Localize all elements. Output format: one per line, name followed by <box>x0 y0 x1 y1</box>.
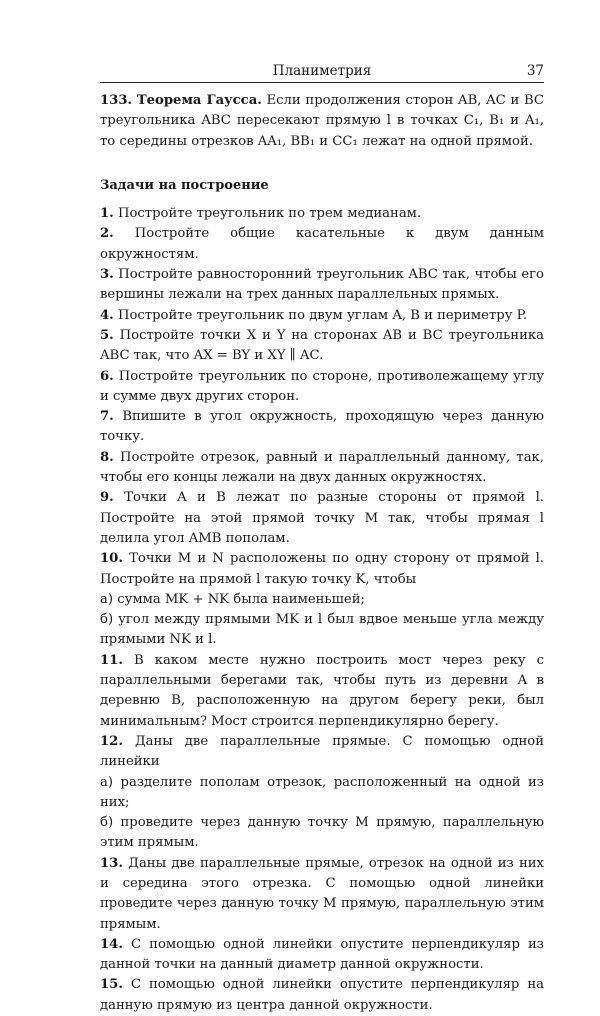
problem-item <box>100 367 544 408</box>
problem-subitem: а) разделите пополам отрезок, расположенный на одной из них; <box>100 774 544 810</box>
chapter-title: Планиметрия <box>272 63 372 79</box>
problem-item <box>100 488 544 549</box>
problem-text: Впишите в угол окружность, проходящую через данную точку. <box>100 409 544 445</box>
problem-number: 7. <box>100 409 114 425</box>
problem-text: Точки M и N расположены по одну сторону от прямой l. Постройте на прямой l такую точку K, чтобы <box>100 551 544 587</box>
problem-text: Даны две параллельные прямые. С помощью одной линейки <box>100 733 544 770</box>
theorem-name: Теорема Гаусса. <box>136 93 262 108</box>
theorem-133 <box>100 91 544 152</box>
problem-item <box>100 975 544 1016</box>
problem-item <box>100 224 544 265</box>
problem-number: 5. <box>100 327 114 343</box>
problem-number: 10. <box>100 551 123 567</box>
problem-list <box>100 204 544 1016</box>
problem-subitem: б) проведите через данную точку M прямую, параллельную этим прямым. <box>100 815 544 851</box>
problem-text: С помощью одной линейки опустите перпендикуляр из данной точки на данный диаметр данной окружности. <box>100 936 544 973</box>
running-head <box>100 62 544 80</box>
page-number: 37 <box>526 63 544 79</box>
problem-text: Постройте равносторонний треугольник ABC так, чтобы его вершины лежали на трех данных параллельных прямых. <box>100 267 544 303</box>
problem-text: В каком месте нужно построить мост через реку с параллельными берегами так, чтобы путь из деревни A в деревню B, расположенную на другом берегу реки, был минимальным? Мост строится перпендикулярно берегу. <box>100 652 544 729</box>
problem-item <box>100 326 544 367</box>
problem-item <box>100 651 544 732</box>
header-rule <box>100 82 544 83</box>
problem-text: С помощью одной линейки опустите перпендикуляр на данную прямую из центра данной окружности. <box>100 977 544 1013</box>
problem-item <box>100 306 544 326</box>
problem-number: 1. <box>100 206 114 222</box>
problem-text: Даны две параллельные прямые, отрезок на одной из них и середина этого отрезка. С помощью одной линейки проведите через данную точку M прямую, параллельную этим прямым. <box>100 855 544 932</box>
theorem-text: Если продолжения сторон AB, AC и BC треугольника ABC пересекают прямую l в точках C₁, B₁ и A₁, то середины отрезков AA₁, BB₁ и CC₁ лежат на одной прямой. <box>100 93 544 149</box>
problem-number: 8. <box>100 449 114 465</box>
problem-text: Точки A и B лежат по разные стороны от прямой l. Постройте на этой прямой точку M так, чтобы прямая l делила угол AMB пополам. <box>100 490 544 546</box>
problem-text: Постройте треугольник по трем медианам. <box>117 206 422 222</box>
theorem-number: 133. <box>100 93 133 108</box>
problem-number: 12. <box>100 733 123 749</box>
problem-number: 2. <box>100 226 114 242</box>
problem-item <box>100 265 544 306</box>
section-title: Задачи на построение <box>100 177 269 193</box>
problem-text: Постройте общие касательные к двум данным окружностям. <box>100 226 544 262</box>
problem-item <box>100 204 544 224</box>
problem-subitem: а) сумма MK + NK была наименьшей; <box>100 591 365 607</box>
problem-number: 13. <box>100 855 123 871</box>
problem-number: 14. <box>100 936 123 952</box>
problem-number: 15. <box>100 977 123 993</box>
problem-item <box>100 732 544 854</box>
problem-number: 9. <box>100 490 114 506</box>
problem-text: Постройте треугольник по стороне, противолежащему углу и сумме двух других сторон. <box>100 368 544 404</box>
problem-item <box>100 448 544 489</box>
problem-item <box>100 854 544 935</box>
problem-item <box>100 935 544 976</box>
problem-number: 11. <box>100 652 123 668</box>
page-body <box>100 91 544 1016</box>
problem-number: 3. <box>100 267 114 283</box>
problem-number: 4. <box>100 307 114 323</box>
problem-subitem: б) угол между прямыми MK и l был вдвое меньше угла между прямыми NK и l. <box>100 612 544 648</box>
problem-text: Постройте отрезок, равный и параллельный данному, так, чтобы его концы лежали на двух данных окружностях. <box>100 449 544 486</box>
problem-number: 6. <box>100 368 114 384</box>
problem-text: Постройте точки X и Y на сторонах AB и BC треугольника ABC так, что AX = BY и XY ∥ AC. <box>100 327 544 364</box>
problem-text: Постройте треугольник по двум углам A, B и периметру P. <box>117 307 528 323</box>
problem-item <box>100 407 544 448</box>
problem-item <box>100 549 544 650</box>
